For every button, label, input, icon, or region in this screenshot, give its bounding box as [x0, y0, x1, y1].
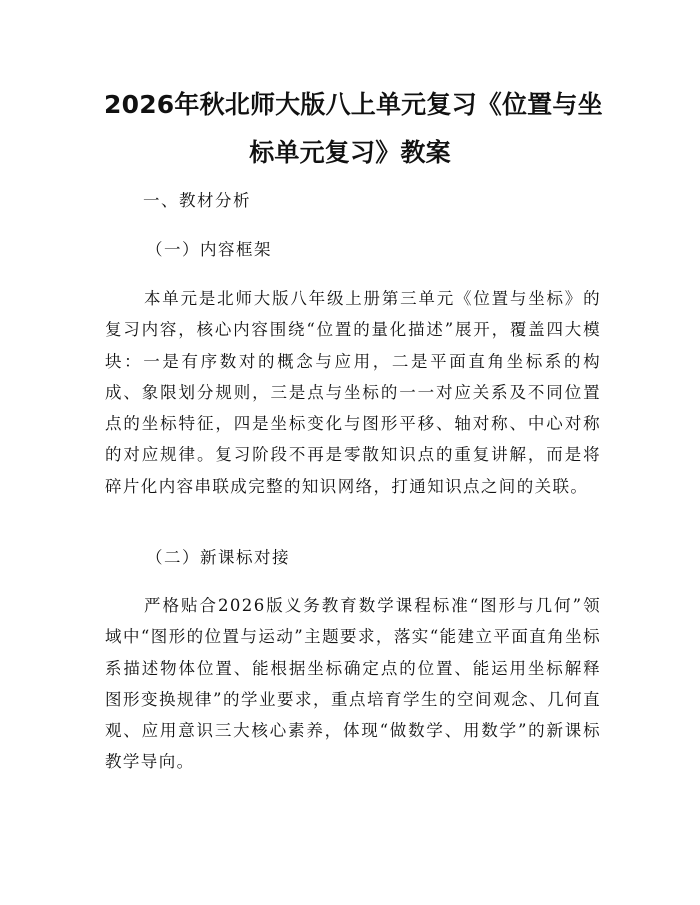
section-heading-textbook-analysis: 一、教材分析: [143, 191, 251, 210]
subsection-heading-new-curriculum: （二）新课标对接: [146, 548, 290, 567]
document-title-line-1: 2026年秋北师大版八上单元复习《位置与坐: [104, 90, 603, 119]
subsection-heading-content-framework: （一）内容框架: [146, 240, 272, 259]
paragraph-content-framework: 本单元是北师大版八年级上册第三单元《位置与坐标》的复习内容，核心内容围绕“位置的量化描述”展开，覆盖四大模块：一是有序数对的概念与应用，二是平面直角坐标系的构成、象限划分规则，三是点与坐标的一一对应关系及不同位置点的坐标特征，四是坐标变化与图形平移、轴对称、中心对称的对应规律。复习阶段不再是零散知识点的重复讲解，而是将碎片化内容串联成完整的知识网络，打通知识点之间的关联。: [105, 289, 601, 496]
paragraph-new-curriculum: 严格贴合2026版义务教育数学课程标准“图形与几何”领域中“图形的位置与运动”主题要求，落实“能建立平面直角坐标系描述物体位置、能根据坐标确定点的位置、能运用坐标解释图形变换规律”的学业要求，重点培育学生的空间观念、几何直观、应用意识三大核心素养，体现“做数学、用数学”的新课标教学导向。: [105, 596, 601, 772]
document-title-line-2: 标单元复习》教案: [249, 138, 451, 167]
